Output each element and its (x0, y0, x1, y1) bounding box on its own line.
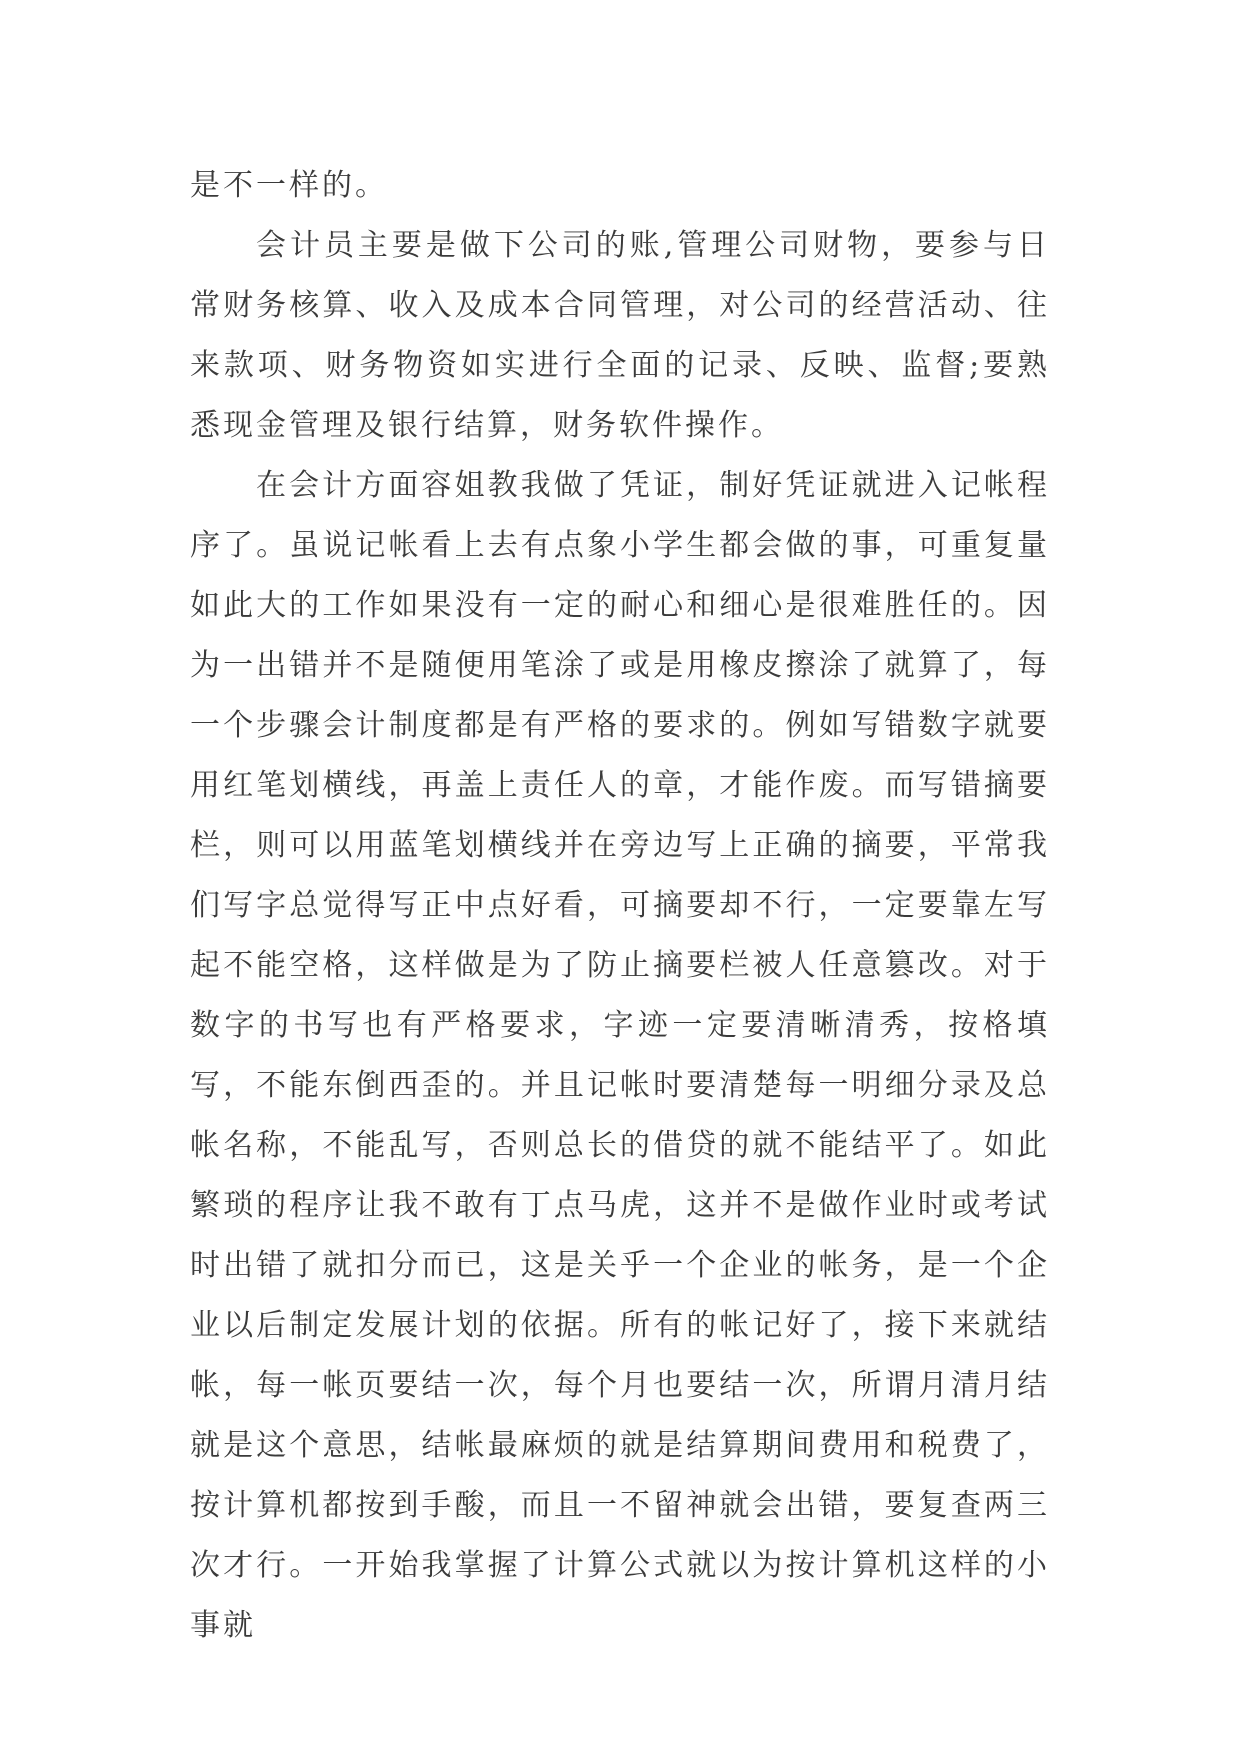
body-text (190, 156, 1050, 1656)
paragraph-bookkeeping-process: 在会计方面容姐教我做了凭证，制好凭证就进入记帐程序了。虽说记帐看上去有点象小学生都会做的事，可重复量如此大的工作如果没有一定的耐心和细心是很难胜任的。因为一出错并不是随便用笔涂了或是用橡皮擦涂了就算了，每一个步骤会计制度都是有严格的要求的。例如写错数字就要用红笔划横线，再盖上责任人的章，才能作废。而写错摘要栏，则可以用蓝笔划横线并在旁边写上正确的摘要，平常我们写字总觉得写正中点好看，可摘要却不行，一定要靠左写起不能空格，这样做是为了防止摘要栏被人任意篡改。对于数字的书写也有严格要求，字迹一定要清晰清秀，按格填写，不能东倒西歪的。并且记帐时要清楚每一明细分录及总帐名称，不能乱写，否则总长的借贷的就不能结平了。如此繁琐的程序让我不敢有丁点马虎，这并不是做作业时或考试时出错了就扣分而已，这是关乎一个企业的帐务，是一个企业以后制定发展计划的依据。所有的帐记好了，接下来就结帐，每一帐页要结一次，每个月也要结一次，所谓月清月结就是这个意思，结帐最麻烦的就是结算期间费用和税费了，按计算机都按到手酸，而且一不留神就会出错，要复查两三次才行。一开始我掌握了计算公式就以为按计算机这样的小事就 (190, 468, 1050, 1643)
paragraph-continuation: 是不一样的。 (190, 168, 388, 203)
paragraph-accountant-duties: 会计员主要是做下公司的账,管理公司财物，要参与日常财务核算、收入及成本合同管理，对公司的经营活动、往来款项、财务物资如实进行全面的记录、反映、监督;要熟悉现金管理及银行结算，财务软件操作。 (190, 228, 1050, 443)
